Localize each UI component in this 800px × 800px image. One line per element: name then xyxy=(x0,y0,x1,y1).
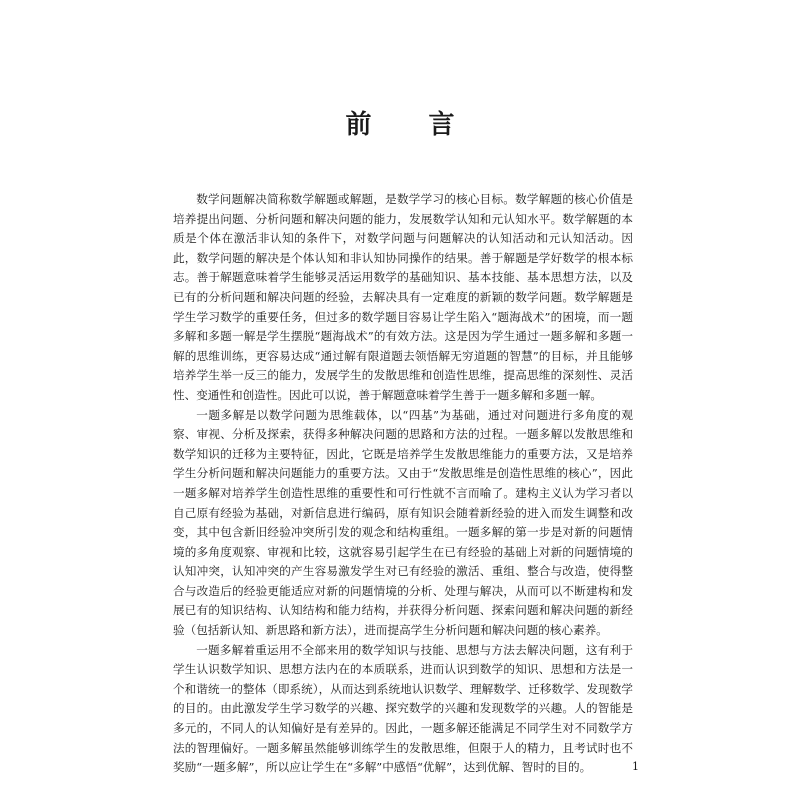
paragraph-3: 一题多解着重运用不全部来用的数学知识与技能、思想与方法去解决问题，这有利于学生认识数学知识、思想方法内在的本质联系，进而认识到数学的知识、思想和方法是一个和谐统一的整体（即系统），从而达到系统地认识数学、理解数学、迁移数学、发现数学的目的。由此激发学生学习数学的兴趣、探究数学的兴趣和发现数学的兴趣。人的智能是多元的，不同人的认知偏好是有差异的。因此，一题多解还能满足不同学生对不同数学方法的智理偏好。一题多解虽然能够训练学生的发散思维，但限于人的精力，且考试时也不奖励“一题多解”，所以应让学生在“多解”中感悟“优解”，达到优解、智时的目的。 xyxy=(173,642,633,775)
paragraph-1: 数学问题解决简称数学解题或解题，是数学学习的核心目标。数学解题的核心价值是培养提出问题、分析问题和解决问题的能力，发展数学认知和元认知水平。数学解题的本质是个体在激活非认知的条件下，对数学问题与问题解决的认知活动和元认知活动。因此，数学问题的解决是个体认知和非认知协同操作的结果。善于解题是学好数学的根本标志。善于解题意味着学生能够灵活运用数学的基础知识、基本技能、基本思想方法，以及已有的分析问题和解决问题的经验，去解决具有一定难度的新颖的数学问题。数学解题是学生学习数学的重要任务，但过多的数学题目容易让学生陷入“题海战术”的困境，而一题多解和多题一解是学生摆脱“题海战术”的有效方法。这是因为学生通过一题多解和多题一解的思维训练，更容易达成“通过解有限道题去领悟解无穷道题的智慧”的目标，并且能够培养学生举一反三的能力，发展学生的发散思维和创造性思维，提高思维的深刻性、灵活性、变通性和创造性。因此可以说，善于解题意味着学生善于一题多解和多题一解。 xyxy=(173,192,633,402)
preface-body xyxy=(173,190,633,778)
paragraph-2: 一题多解是以数学问题为思维载体，以“四基”为基础，通过对问题进行多角度的观察、审视、分析及探索，获得多种解决问题的思路和方法的过程。一题多解以发散思维和数学知识的迁移为主要特征，因此，它既是培养学生发散思维能力的重要方法，又是培养学生分析问题和解决问题能力的重要方法。又由于“发散思维是创造性思维的核心”，因此一题多解对培养学生创造性思维的重要性和可行性就不言而喻了。建构主义认为学习者以自己原有经验为基础，对新信息进行编码，原有知识会随着新经验的进入而发生调整和改变，其中包含新旧经验冲突所引发的观念和结构重组。一题多解的第一步是对新的问题情境的多角度观察、审视和比较，这就容易引起学生在已有经验的基础上对新的问题情境的认知冲突，认知冲突的产生容易激发学生对已有经验的激活、重组、整合与改造，使得整合与改造后的经验更能适应对新的问题情境的分析、处理与解决，从而可以不断建构和发展已有的知识结构、认知结构和能力结构，并获得分析问题、探索问题和解决问题的新经验（包括新认知、新思路和新方法），进而提高学生分析问题和解决问题的核心素养。 xyxy=(173,407,633,638)
page-title: 前 言 xyxy=(345,110,479,140)
page-number: 1 xyxy=(632,760,639,773)
